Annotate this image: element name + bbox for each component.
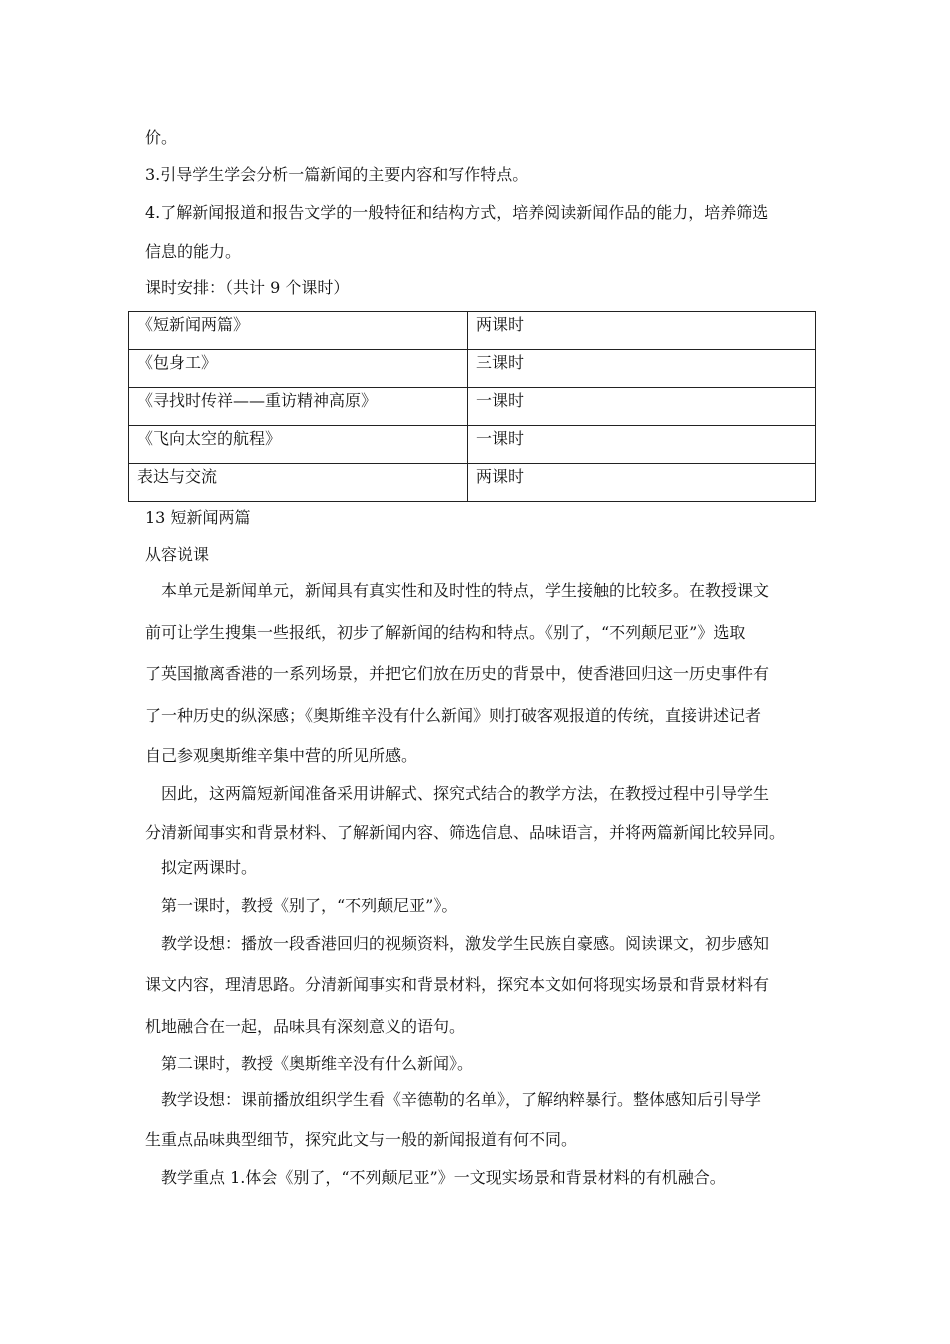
body-line: 教学设想：课前播放组织学生看《辛德勒的名单》，了解纳粹暴行。整体感知后引导学 [145, 1090, 762, 1109]
lesson-title: 《短新闻两篇》 [129, 312, 468, 350]
intro-line-2: 3.引导学生学会分析一篇新闻的主要内容和写作特点。 [145, 165, 529, 184]
body-line: 机地融合在一起，品味具有深刻意义的语句。 [145, 1017, 466, 1036]
lesson-title: 表达与交流 [129, 464, 468, 502]
body-line: 第二课时，教授《奥斯维辛没有什么新闻》。 [145, 1054, 474, 1073]
lesson-hours: 两课时 [468, 464, 816, 502]
lesson-hours: 两课时 [468, 312, 816, 350]
section-subtitle: 从容说课 [145, 545, 210, 564]
intro-line-3: 4.了解新闻报道和报告文学的一般特征和结构方式，培养阅读新闻作品的能力，培养筛选 [145, 203, 769, 222]
lesson-hours: 三课时 [468, 350, 816, 388]
body-line: 拟定两课时。 [145, 858, 258, 877]
body-line: 了英国撤离香港的一系列场景，并把它们放在历史的背景中，使香港回归这一历史事件有 [145, 664, 770, 683]
schedule-table [128, 311, 816, 502]
section-title: 13 短新闻两篇 [145, 508, 251, 527]
table-row [129, 312, 816, 350]
body-line: 了一种历史的纵深感；《奥斯维辛没有什么新闻》则打破客观报道的传统，直接讲述记者 [145, 706, 762, 725]
table-row [129, 426, 816, 464]
lesson-hours: 一课时 [468, 388, 816, 426]
body-line: 课文内容，理清思路。分清新闻事实和背景材料，探究本文如何将现实场景和背景材料有 [145, 975, 770, 994]
table-row [129, 350, 816, 388]
intro-line-1: 价。 [145, 128, 178, 147]
table-row [129, 464, 816, 502]
body-line: 教学重点 1.体会《别了，“不列颠尼亚”》一文现实场景和背景材料的有机融合。 [145, 1168, 726, 1187]
body-line: 因此，这两篇短新闻准备采用讲解式、探究式结合的教学方法，在教授过程中引导学生 [145, 784, 770, 803]
intro-line-4: 信息的能力。 [145, 242, 242, 261]
lesson-title: 《包身工》 [129, 350, 468, 388]
body-line: 本单元是新闻单元，新闻具有真实性和及时性的特点，学生接触的比较多。在教授课文 [145, 581, 770, 600]
body-line: 生重点品味典型细节，探究此文与一般的新闻报道有何不同。 [145, 1130, 578, 1149]
lesson-title: 《飞向太空的航程》 [129, 426, 468, 464]
body-line: 自己参观奥斯维辛集中营的所见所感。 [145, 746, 418, 765]
body-line: 前可让学生搜集一些报纸，初步了解新闻的结构和特点。《别了，“不列颠尼亚”》选取 [145, 623, 746, 642]
schedule-heading: 课时安排：（共计 9 个课时） [145, 278, 350, 297]
lesson-hours: 一课时 [468, 426, 816, 464]
lesson-title: 《寻找时传祥——重访精神高原》 [129, 388, 468, 426]
body-line: 分清新闻事实和背景材料、了解新闻内容、筛选信息、品味语言，并将两篇新闻比较异同。 [145, 823, 786, 842]
body-line: 教学设想：播放一段香港回归的视频资料，激发学生民族自豪感。阅读课文，初步感知 [145, 934, 770, 953]
table-row [129, 388, 816, 426]
body-line: 第一课时，教授《别了，“不列颠尼亚”》。 [145, 896, 458, 915]
